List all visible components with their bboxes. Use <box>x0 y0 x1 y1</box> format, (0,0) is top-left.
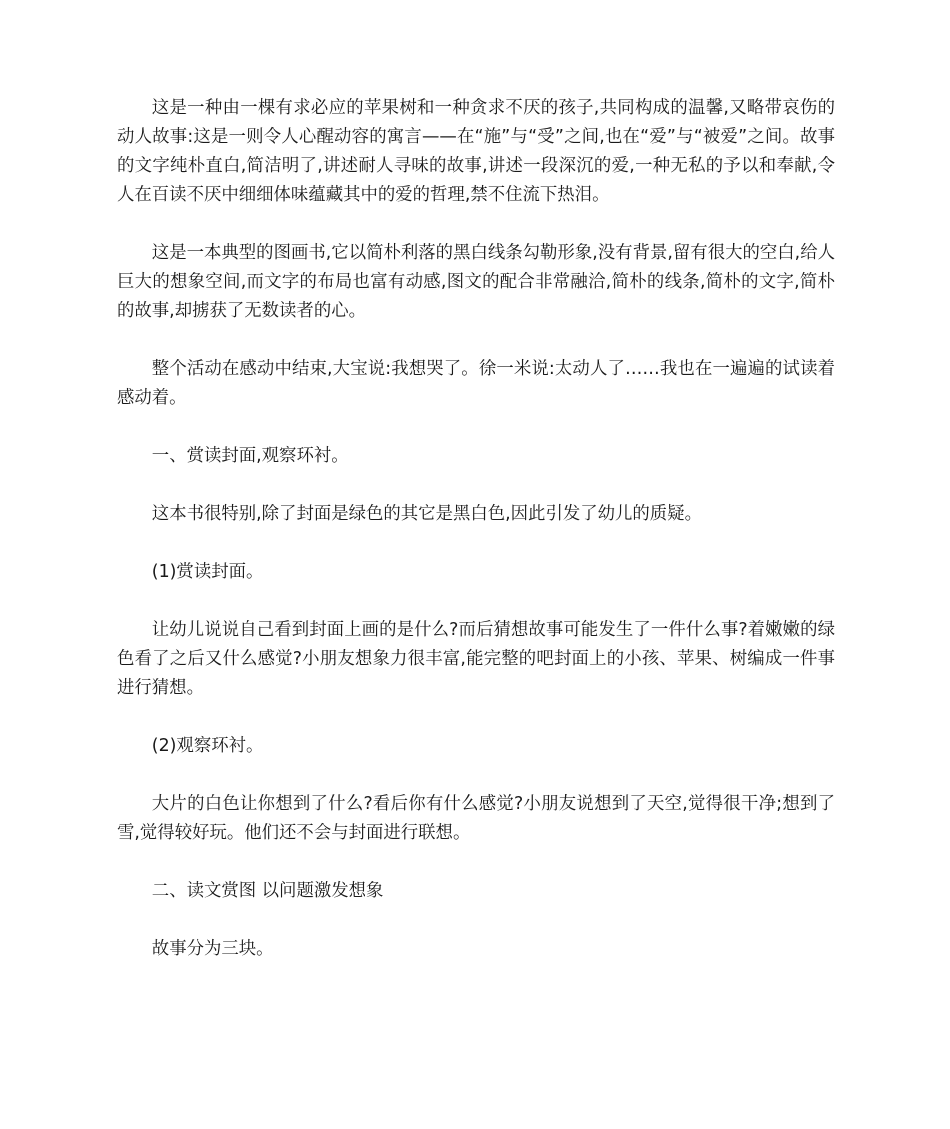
section-heading-2: 二、读文赏图 以问题激发想象 <box>151 881 384 901</box>
paragraph-activity-end: 整个活动在感动中结束,大宝说:我想哭了。徐一米说:太动人了……我也在一遍遍的试读着感动着。 <box>117 359 835 408</box>
subheading-cover: (1)赏读封面。 <box>151 562 264 582</box>
document-body <box>117 94 835 993</box>
paragraph-cover-guess: 让幼儿说说自己看到封面上画的是什么?而后猜想故事可能发生了一件什么事?着嫩嫩的绿色看了之后又什么感觉?小朋友想象力很丰富,能完整的吧封面上的小孩、苹果、树编成一件事进行猜想。 <box>117 620 835 698</box>
paragraph-endpaper: 大片的白色让你想到了什么?看后你有什么感觉?小朋友说想到了天空,觉得很干净;想到了雪,觉得较好玩。他们还不会与封面进行联想。 <box>117 794 835 843</box>
paragraph-story-parts: 故事分为三块。 <box>151 939 274 959</box>
section-heading-1: 一、赏读封面,观察环衬。 <box>151 446 349 466</box>
paragraph-cover-note: 这本书很特别,除了封面是绿色的其它是黑白色,因此引发了幼儿的质疑。 <box>151 504 702 524</box>
paragraph-intro-story: 这是一种由一棵有求必应的苹果树和一种贪求不厌的孩子,共同构成的温馨,又略带哀伤的动人故事:这是一则令人心醒动容的寓言——在“施”与“受”之间,也在“爱”与“被爱”之间。故事的文字纯朴直白,简洁明了,讲述耐人寻味的故事,讲述一段深沉的爱,一种无私的予以和奉献,令人在百读不厌中细细体味蕴藏其中的爱的哲理,禁不住流下热泪。 <box>117 98 835 205</box>
paragraph-picture-book: 这是一本典型的图画书,它以简朴利落的黑白线条勾勒形象,没有背景,留有很大的空白,给人巨大的想象空间,而文字的布局也富有动感,图文的配合非常融洽,简朴的线条,简朴的文字,简朴的故事,却掳获了无数读者的心。 <box>117 243 835 321</box>
subheading-endpaper: (2)观察环衬。 <box>151 736 264 756</box>
